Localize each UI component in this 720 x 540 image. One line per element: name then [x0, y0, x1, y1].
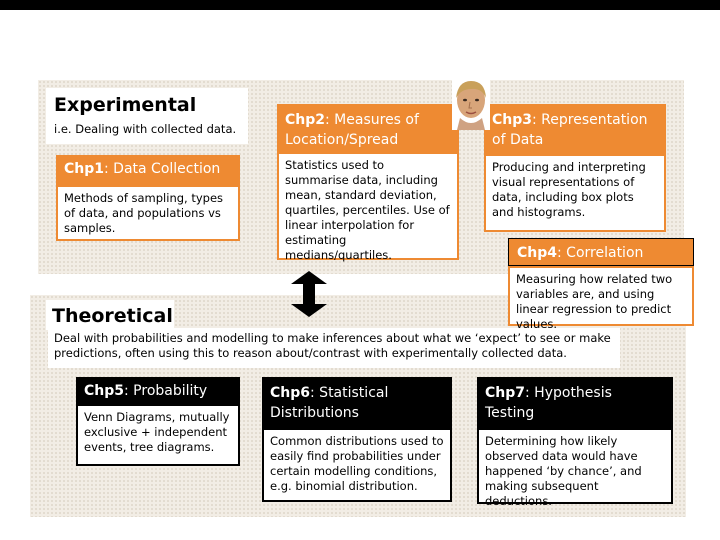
- chapter-1-number: Chp1: [64, 161, 105, 177]
- chapter-1-description: Methods of sampling, types of data, and populations vs samples.: [56, 185, 240, 241]
- chapter-6-description: Common distributions used to easily find probabilities under certain modelling conditions, e.g. binomial distribution.: [262, 428, 452, 502]
- chapter-6-title: : Statistical Distributions: [270, 385, 389, 421]
- person-portrait-icon: [452, 78, 490, 130]
- chapter-4-title: : Correlation: [557, 245, 644, 261]
- chapter-3-description: Producing and interpreting visual representations of data, including box plots and histograms.: [484, 154, 666, 232]
- chapter-6-header: [262, 377, 452, 429]
- chapter-5-number: Chp5: [84, 383, 125, 399]
- chapter-5-header: [76, 377, 240, 407]
- chapter-4-header: [508, 238, 694, 266]
- chapter-2-number: Chp2: [285, 112, 326, 128]
- experimental-heading: Experimental: [54, 94, 197, 116]
- chapter-2-header: [277, 104, 459, 152]
- chapter-4-description: Measuring how related two variables are, and using linear regression to predict values.: [508, 266, 694, 326]
- chapter-4-number: Chp4: [517, 245, 558, 261]
- theoretical-note: Deal with probabilities and modelling to make inferences about what we ‘expect’ to see or make predictions, often using this to reason about/contrast with experimentally collected data.: [54, 331, 611, 360]
- chapter-5-description: Venn Diagrams, mutually exclusive + independent events, tree diagrams.: [76, 404, 240, 466]
- chapter-2-title: : Measures of Location/Spread: [285, 112, 419, 148]
- chapter-7-header: [477, 377, 673, 429]
- chapter-6-number: Chp6: [270, 385, 311, 401]
- top-bar: [0, 0, 720, 10]
- chapter-1-header: [56, 155, 240, 185]
- experimental-note: i.e. Dealing with collected data.: [54, 122, 237, 136]
- chapter-7-description: Determining how likely observed data would have happened ‘by chance’, and making subsequent deductions.: [477, 428, 673, 504]
- chapter-3-number: Chp3: [492, 112, 533, 128]
- chapter-5-title: : Probability: [124, 383, 208, 399]
- chapter-3-title: : Representation of Data: [492, 112, 648, 148]
- chapter-3-header: [484, 104, 666, 154]
- chapter-2-description: Statistics used to summarise data, including mean, standard deviation, quartiles, percentiles. Use of linear interpolation for estimating medians/quartiles.: [277, 152, 459, 260]
- chapter-7-number: Chp7: [485, 385, 526, 401]
- double-headed-vertical-arrow-icon: [286, 270, 332, 318]
- theoretical-heading: Theoretical: [52, 305, 173, 327]
- chapter-7-title: : Hypothesis Testing: [485, 385, 612, 421]
- chapter-1-title: : Data Collection: [104, 161, 221, 177]
